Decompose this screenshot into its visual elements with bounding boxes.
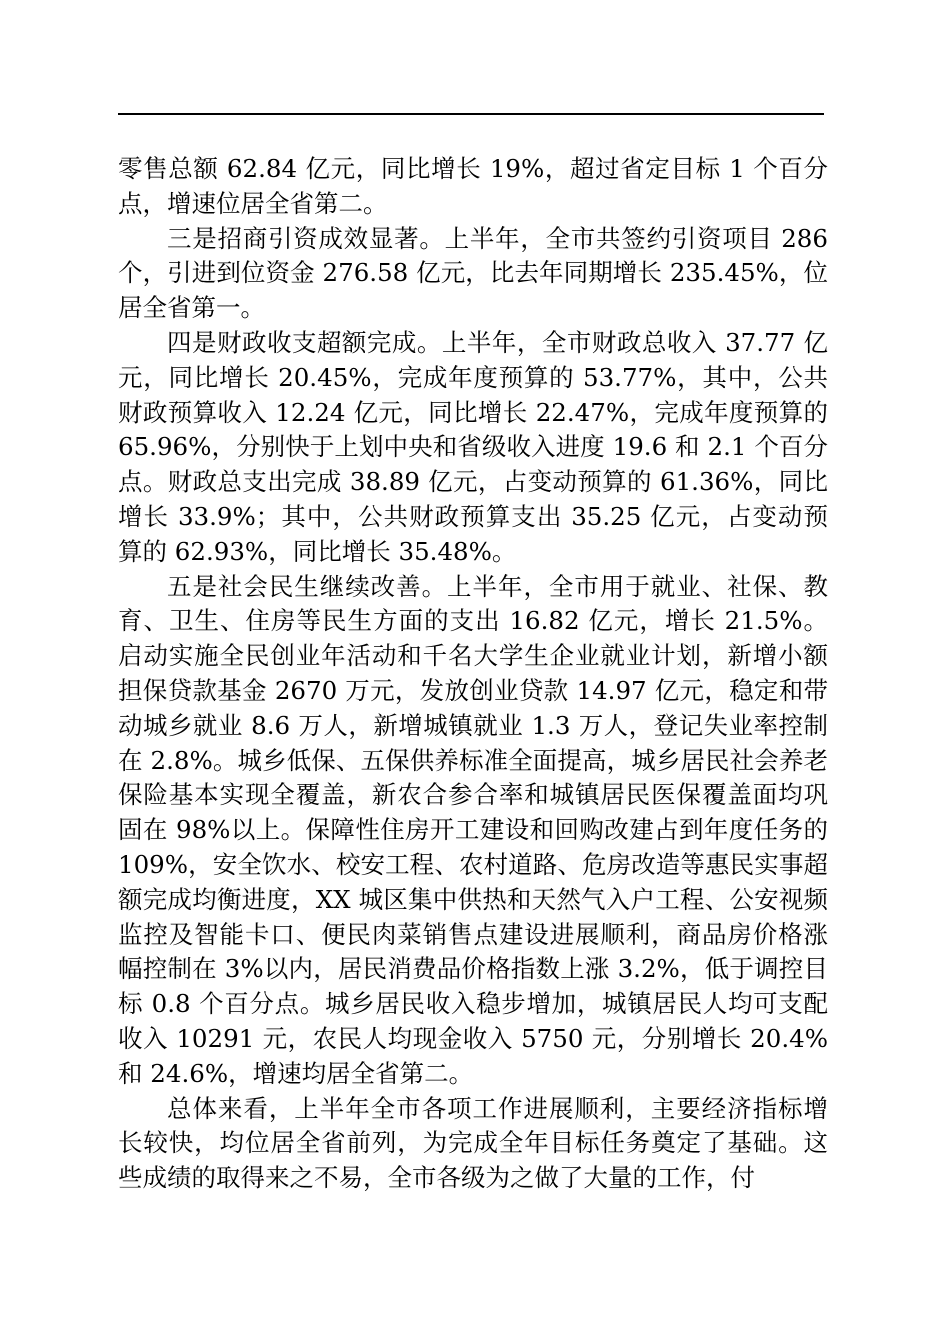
paragraph-livelihood: 五是社会民生继续改善。上半年，全市用于就业、社保、教育、卫生、住房等民生方面的支出 16.82 亿元，增长 21.5%。启动实施全民创业年活动和千名大学生企业就业计划，新增小额担保贷款基金 2670 万元，发放创业贷款 14.97 亿元，稳定和带动城乡就业 8.6 万人，新增城镇就业 1.3 万人，登记失业率控制在 2.8%。城乡低保、五保供养标准全面提高，城乡居民社会养老保险基本实现全覆盖，新农合参合率和城镇居民医保覆盖面均巩固在 98%以上。保障性住房开工建设和回购改建占到年度任务的 109%，安全饮水、校安工程、农村道路、危房改造等惠民实事超额完成均衡进度，XX 城区集中供热和天然气入户工程、公安视频监控及智能卡口、便民肉菜销售点建设进展顺利，商品房价格涨幅控制在 3%以内，居民消费品价格指数上涨 3.2%，低于调控目标 0.8 个百分点。城乡居民收入稳步增加，城镇居民人均可支配收入 10291 元，农民人均现金收入 5750 元，分别增长 20.4%和 24.6%，增速均居全省第二。 bbox=[118, 571, 828, 1088]
header-rule bbox=[118, 113, 824, 115]
paragraph-finance: 四是财政收支超额完成。上半年，全市财政总收入 37.77 亿元，同比增长 20.45%，完成年度预算的 53.77%，其中，公共财政预算收入 12.24 亿元，同比增长 22.47%，完成年度预算的 65.96%，分别快于上划中央和省级收入进度 19.6 和 2.1 个百分点。财政总支出完成 38.89 亿元，占变动预算的 61.36%，同比增长 33.9%；其中，公共财政预算支出 35.25 亿元，占变动预算的 62.93%，同比增长 35.48%。 bbox=[118, 327, 828, 566]
body-text bbox=[118, 152, 828, 1196]
paragraph-investment: 三是招商引资成效显著。上半年，全市共签约引资项目 286 个，引进到位资金 276.58 亿元，比去年同期增长 235.45%，位居全省第一。 bbox=[118, 223, 828, 323]
paragraph-summary: 总体来看，上半年全市各项工作进展顺利，主要经济指标增长较快，均位居全省前列，为完成全年目标任务奠定了基础。这些成绩的取得来之不易，全市各级为之做了大量的工作，付 bbox=[118, 1093, 828, 1193]
paragraph-retail-continuation: 零售总额 62.84 亿元，同比增长 19%，超过省定目标 1 个百分点，增速位居全省第二。 bbox=[118, 154, 828, 218]
